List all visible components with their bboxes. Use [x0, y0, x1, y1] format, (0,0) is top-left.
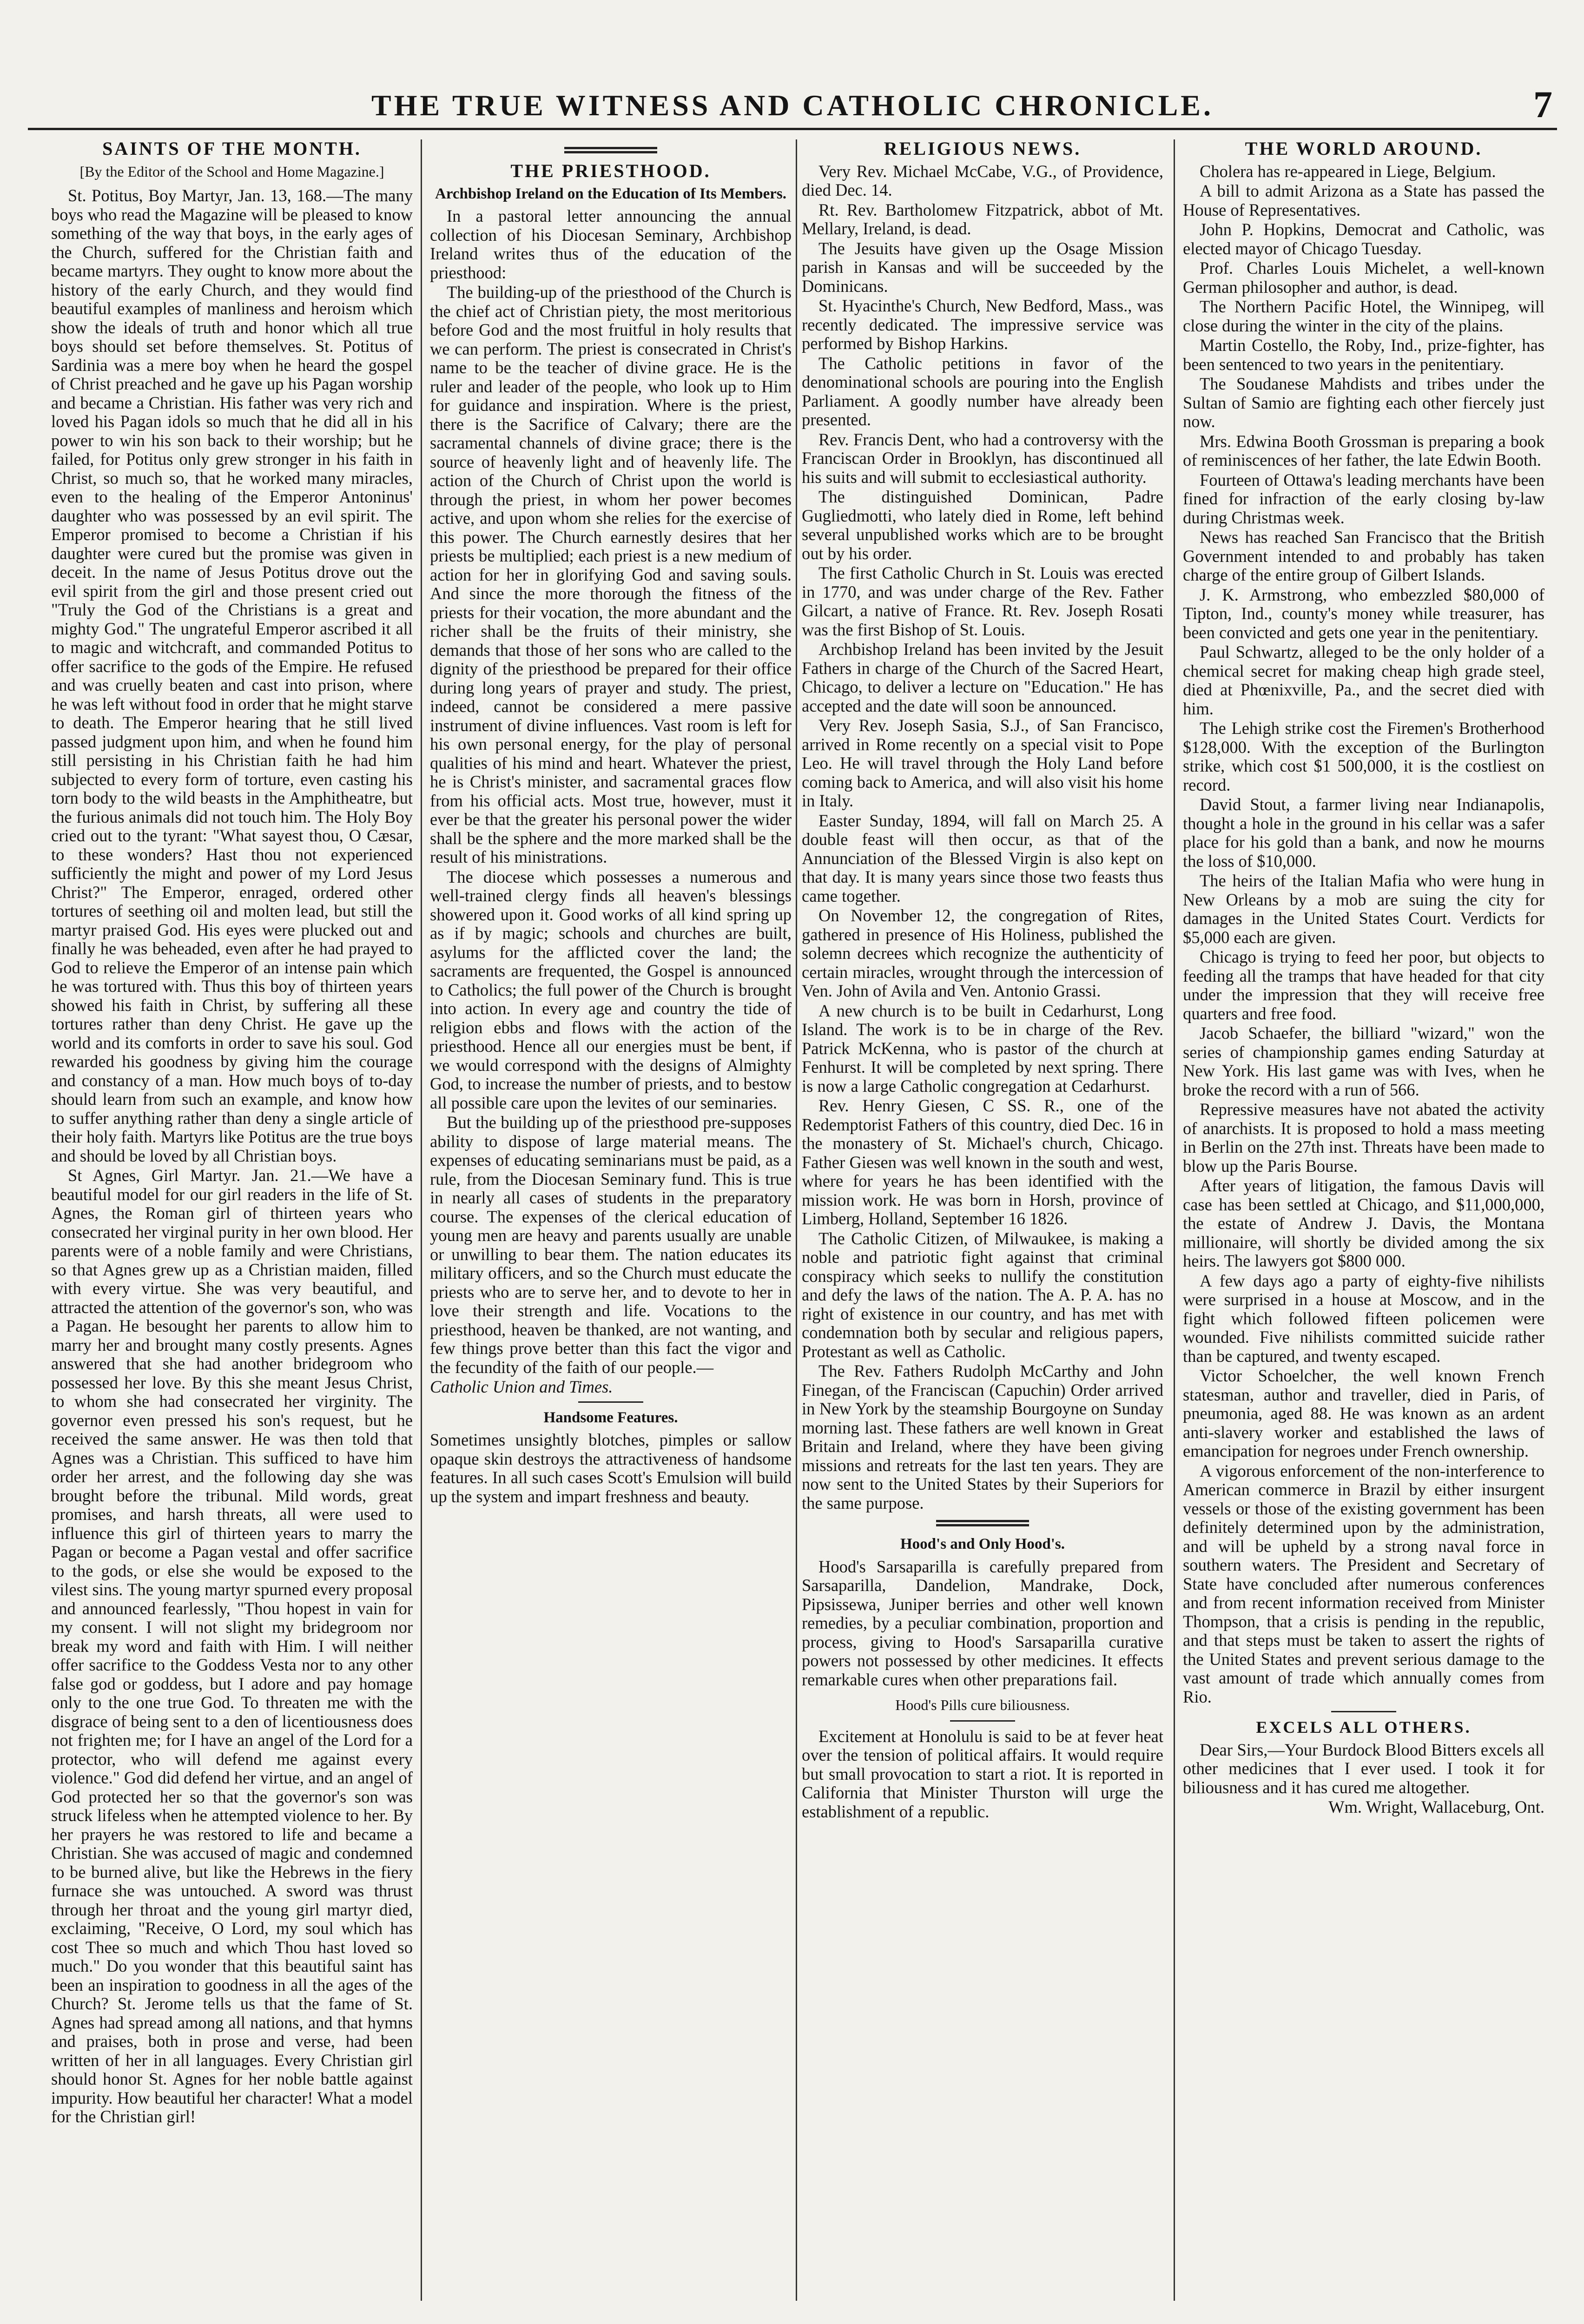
world-item: The heirs of the Italian Mafia who were hung in New Orleans by a mob are suing the city for damages in the United States Court. Verdicts for $5,000 each are given.: [1183, 871, 1544, 947]
world-around-heading: THE WORLD AROUND.: [1245, 139, 1483, 159]
religious-news-item: On November 12, the congregation of Rites, gathered in presence of His Holiness, published the solemn decrees which recognize the authenticity of certain miracles, wrought through the intercession of Ven. John of Avila and Ven. Antonio Grassi.: [802, 906, 1163, 1000]
world-item: Cholera has re-appeared in Liege, Belgium.: [1200, 161, 1496, 181]
section-rule: [578, 1401, 643, 1403]
priesthood-heading: THE PRIESTHOOD.: [510, 160, 711, 181]
world-item: After years of litigation, the famous Davis will case has been settled at Chicago, and $11,000,000, the estate of Andrew J. Davis, the Montana millionaire, will shortly be divided among the six heirs. The lawyers got $800 000.: [1183, 1176, 1544, 1270]
world-item: A vigorous enforcement of the non-interference to American commerce in Brazil by either insurgent vessels or those of the existing government has been definitely determined upon by the administration, and will be upheld by a strong naval force in southern waters. The President and Secretary of State have concluded after numerous conferences and from recent information received from Minister Thompson, that a crisis is pending in the republic, and that steps must be taken to assert the rights of the United States and prevent serious damage to the vast amount of trade which annually comes from Rio.: [1183, 1461, 1544, 1706]
world-item: The Soudanese Mahdists and tribes under the Sultan of Samio are fighting each other fiercely just now.: [1183, 374, 1544, 431]
priesthood-source: Catholic Union and Times.: [430, 1377, 613, 1396]
world-item: A bill to admit Arizona as a State has passed the House of Representatives.: [1183, 181, 1544, 219]
section-rule: [564, 147, 657, 153]
religious-news-item: The Catholic Citizen, of Milwaukee, is making a noble and patriotic fight against that criminal conspiracy which seeks to nullify the constitution and defy the laws of the nation. The A. P. A. has no right of existence in our country, and has met with condemnation both by secular and religious papers, Protestant as well as Catholic.: [802, 1228, 1163, 1361]
priesthood-paragraph: But the building up of the priesthood pre-supposes ability to dispose of large material means. The expenses of educating seminarians must be paid, as a rule, from the Diocesan Seminary fund. This is true in nearly all cases of students in the preparatory course. The expenses of the clerical education of young men are heavy and parents usually are unable or unwilling to bear them. The nation educates its military officers, and so the Church must educate the priests who are to serve her, and to devote to her in love their strength and life. Vocations to the priesthood, heaven be thanked, are not wanting, and few things prove better than this fact the vigor and the fecundity of the faith of our people.—: [430, 1113, 792, 1377]
saints-paragraph: St. Potitus, Boy Martyr, Jan. 13, 168.—The many boys who read the Magazine will be pleased to know something of the way that boys, in the early ages of the Church, suffered for the Christian faith and became martyrs. They ought to know more about the history of the early Church, and they would find beautiful examples of manliness and heroism which show the ideals of truth and honor which all true boys should set before themselves. St. Potitus of Sardinia was a mere boy when he heard the gospel of Christ preached and he gave up his Pagan worship and became a Christian. His father was very rich and loved his Pagan idols so much that he did all in his power to win his son back to their worship; but he failed, for Potitus only grew stronger in his faith in Christ, so much so, that he worked many miracles, even to the healing of the Emperor Antoninus' daughter who was possessed by an evil spirit. The Emperor promised to become a Christian if his daughter were cured but the promise was given in deceit. In the name of Jesus Potitus drove out the evil spirit from the girl and those present cried out "Truly the God of the Christians is a great and mighty God." The ungrateful Emperor ascribed it all to magic and witchcraft, and commanded Potitus to offer sacrifice to the gods of the Empire. He refused and was cruelly beaten and cast into prison, where he was left without food in order that he might starve to death. The Emperor hearing that he still lived passed judgment upon him, and when he found him still persisting in his Christian faith he had him subjected to every form of torture, even casting his torn body to the wild beasts in the Amphitheatre, but the furious animals did not touch him. The Holy Boy cried out to the tyrant: "What sayest thou, O Cæsar, to these wonders? Hast thou not experienced sufficiently the might and power of my Lord Jesus Christ?" The Emperor, enraged, ordered other tortures of seething oil and molten lead, but still the martyr praised God. His eyes were plucked out and finally he was beheaded, even after he had prayed to God to relieve the Emperor of an intense pain which he was tortured with. Thus this boy of thirteen years showed his faith in Christ, by suffering all these tortures rather than deny Christ. He gave up the world and its comforts in order to save his soul. God rewarded his goodness by giving him the courage and constancy of a man. How much boys of to-day should learn from such an example, and know how to suffer anything rather than deny a single article of their holy faith. Martyrs like Potitus are the true boys and should be loved by all Christian boys.: [51, 186, 413, 1165]
saints-editor-note: [By the Editor of the School and Home Magazine.]: [79, 163, 384, 180]
newspaper-title: THE TRUE WITNESS AND CATHOLIC CHRONICLE.: [371, 89, 1214, 122]
world-item: Repressive measures have not abated the activity of anarchists. It is proposed to hold a mass meeting in Berlin on the 27th inst. Threats have been made to blow up the Paris Bourse.: [1183, 1100, 1544, 1175]
saints-heading: SAINTS OF THE MONTH.: [102, 139, 362, 159]
masthead-rule: [28, 128, 1557, 130]
religious-news-item: The Rev. Fathers Rudolph McCarthy and John Finegan, of the Franciscan (Capuchin) Order arrived in New York by the steamship Bourgoyne on Sunday morning last. These fathers are well known in Great Britain and Ireland, where they have been giving missions and retreats for the last ten years. They are now sent to the United States by their Superiors for the same purpose.: [802, 1361, 1163, 1512]
world-item: News has reached San Francisco that the British Government intended to and probably has taken charge of the entire group of Gilbert Islands.: [1183, 528, 1544, 584]
world-item: John P. Hopkins, Democrat and Catholic, was elected mayor of Chicago Tuesday.: [1183, 220, 1544, 258]
column-divider: [421, 139, 422, 2301]
religious-news-item: Easter Sunday, 1894, will fall on March 25. A double feast will then occur, as that of the Annunciation of the Blessed Virgin is also kept on that day. It is many years since those two feasts thus came together.: [802, 811, 1163, 905]
religious-news-item: Archbishop Ireland has been invited by the Jesuit Fathers in charge of the Church of the Sacred Heart, Chicago, to deliver a lecture on "Education." He has accepted and the date will soon be announced.: [802, 640, 1163, 715]
religious-news-item: The Jesuits have given up the Osage Mission parish in Kansas and will be succeeded by the Dominicans.: [802, 238, 1163, 296]
world-item: The Lehigh strike cost the Firemen's Brotherhood $128,000. With the exception of the Burlington strike, which cost $1 500,000, it is the costliest on record.: [1183, 719, 1544, 794]
excels-text: Dear Sirs,—Your Burdock Blood Bitters excels all other medicines that I ever used. I took it for biliousness and it has cured me altogether.: [1183, 1740, 1544, 1797]
masthead: [28, 79, 1557, 130]
section-rule: [936, 1520, 1029, 1526]
column-divider: [1174, 139, 1175, 2301]
page-number: 7: [1533, 83, 1552, 125]
hoods-heading: Hood's and Only Hood's.: [900, 1536, 1065, 1552]
world-item: Jacob Schaefer, the billiard "wizard," won the series of championship games ending Saturday at New York. His last game was with Ives, when he broke the record with a run of 566.: [1183, 1023, 1544, 1099]
world-item: Prof. Charles Louis Michelet, a well-known German philosopher and author, is dead.: [1183, 258, 1544, 297]
priesthood-subheading: Archbishop Ireland on the Education of Its Members.: [435, 185, 787, 202]
column-2: [430, 139, 792, 2301]
saints-paragraph: St Agnes, Girl Martyr. Jan. 21.—We have a beautiful model for our girl readers in the life of St. Agnes, the Roman girl of thirteen years who consecrated her virginal purity in her own blood. Her parents were of a noble family and were Christians, so that Agnes grew up as a Christian maiden, filled with every virtue. She was very beautiful, and attracted the attention of the governor's son, who was a Pagan. He besought her parents to allow him to marry her and brought many costly presents. Agnes answered that she had another bridegroom who possessed her love. By this she meant Jesus Christ, to whom she had consecrated her virginity. The governor even pressed his son's request, but he received the same answer. He was then told that Agnes was a Christian. This sufficed to have him order her arrest, and the following day she was brought before the tribunal. Mild words, great promises, and harsh threats, all were used to influence this girl of thirteen years to marry the Pagan or become a Pagan vestal and offer sacrifice to the gods, or else she would be exposed to the vilest sins. The young martyr spurned every proposal and announced fearlessly, "Thou hopest in vain for my consent. I will not slight my bridegroom nor break my word and faith with Him. I will neither offer sacrifice to the Goddess Vesta nor to any other false god or goddess, but I adore and pay homage only to the one true God. To threaten me with the disgrace of being sent to a den of licentiousness does not frighten me; for I have an angel of the Lord for a protector, who will defend me against every violence." God did defend her virtue, and an angel of God protected her so that the governor's son was struck lifeless when he attempted violence to her. By her prayers he was restored to life and became a Christian. She was accused of magic and condemned to be burned alive, but like the Hebrews in the fiery furnace she was untouched. A sword was thrust through her throat and the young girl martyr died, exclaiming, "Receive, O Lord, my soul which has cost Thee so much and which Thou hast loved so much." Do you wonder that this beautiful saint has been an inspiration to goodness in all the ages of the Church? St. Jerome tells us that the fame of St. Agnes had spread among all nations, and that hymns and praises, both in prose and verse, had been written of her in all languages. Every Christian girl should honor St. Agnes for her noble battle against impurity. How beautiful her character! What a model for the Christian girl!: [51, 1166, 413, 2126]
excels-signature: Wm. Wright, Wallaceburg, Ont.: [1328, 1797, 1544, 1816]
world-item: Martin Costello, the Roby, Ind., prize-fighter, has been sentenced to two years in the penitentiary.: [1183, 336, 1544, 374]
world-item: Mrs. Edwina Booth Grossman is preparing a book of reminiscences of her father, the late Edwin Booth.: [1183, 431, 1544, 469]
section-rule: [1331, 1711, 1396, 1712]
religious-news-item: Very Rev. Michael McCabe, V.G., of Providence, died Dec. 14.: [802, 161, 1163, 199]
world-item: Chicago is trying to feed her poor, but objects to feeding all the tramps that have headed for that city under the impression that they will receive free quarters and free food.: [1183, 947, 1544, 1023]
world-item: J. K. Armstrong, who embezzled $80,000 of Tipton, Ind., county's money while treasurer, has been convicted and gets one year in the penitentiary.: [1183, 585, 1544, 642]
religious-news-item: Rev. Henry Giesen, C SS. R., one of the Redemptorist Fathers of this country, died Dec. 16 in the monastery of St. Michael's church, Chicago. Father Giesen was well known in the south and west, where for years he has been identified with the mission work. He was born in Horsh, province of Limberg, Holland, September 16 1826.: [802, 1096, 1163, 1228]
world-item: David Stout, a farmer living near Indianapolis, thought a hole in the ground in his cellar was a safer place for his gold than a bank, and now he mourns the loss of $10,000.: [1183, 795, 1544, 871]
world-item: Victor Schoelcher, the well known French statesman, author and traveller, died in Paris, of pneumonia, aged 88. He was known as an ardent anti-slavery worker and established the laws of emancipation for negroes under French ownership.: [1183, 1366, 1544, 1460]
handsome-features-heading: Handsome Features.: [543, 1409, 678, 1426]
handsome-features-text: Sometimes unsightly blotches, pimples or sallow opaque skin destroys the attractiveness of handsome features. In all such cases Scott's Emulsion will build up the system and impart freshness and beauty.: [430, 1430, 792, 1506]
hoods-text: Hood's Sarsaparilla is carefully prepared from Sarsaparilla, Dandelion, Mandrake, Dock, Pipsissewa, Juniper berries and other well known remedies, by a peculiar combination, proportion and process, giving to Hood's Sarsaparilla curative powers not possessed by other medicines. It effects remarkable cures when other preparations fail.: [802, 1557, 1163, 1689]
religious-news-item: The first Catholic Church in St. Louis was erected in 1770, and was under charge of the Rev. Father Gilcart, a native of France. Rt. Rev. Joseph Rosati was the first Bishop of St. Louis.: [802, 563, 1163, 639]
religious-news-item: Rt. Rev. Bartholomew Fitzpatrick, abbot of Mt. Mellary, Ireland, is dead.: [802, 200, 1163, 238]
honolulu-item: Excitement at Honolulu is said to be at fever heat over the tension of political affairs. It would require but small provocation to start a riot. It is reported in California that Minister Thurston will urge the establishment of a republic.: [802, 1726, 1163, 1821]
priesthood-paragraph: The diocese which possesses a numerous and well-trained clergy finds all heaven's blessings showered upon it. Good works of all kind spring up as if by magic; schools and churches are built, asylums for the afflicted cover the land; the sacraments are frequented, the Gospel is announced to Catholics; the full power of the Church is brought into action. In every age and country the tide of religion ebbs and flows with the action of the priesthood. Hence all our energies must be bent, if we would correspond with the designs of Almighty God, to increase the number of priests, and to bestow all possible care upon the levites of our seminaries.: [430, 867, 792, 1112]
priesthood-paragraph: The building-up of the priesthood of the Church is the chief act of Christian piety, the most meritorious before God and the most fruitful in holy results that we can perform. The priest is consecrated in Christ's name to be the teacher of divine grace. He is the ruler and leader of the people, who look up to Him for guidance and inspiration. Where is the priest, there is the Sacrifice of Calvary; there are the sacramental channels of divine grace; there is the source of heavenly light and of heavenly life. The action of the Church of Christ upon the world is through the priest, in whom her power becomes active, and upon whom she relies for the exercise of this power. The Church earnestly desires that her priests be multiplied; each priest is a new medium of action for her in glorifying God and saving souls. And since the more thorough the fitness of the priests for their vocation, the more abundant and the richer shall be the fruits of their ministry, she demands that those of her sons who are called to the dignity of the priesthood be prepared for their office during long years of prayer and study. The priest, indeed, cannot be considered a mere passive instrument of divine influences. Vast room is left for his own personal energy, for the play of personal qualities of his mind and heart. Whatever the priest, he is Christ's minister, and sacramental graces flow from his official acts. Most true, however, must it ever be that the greater his personal power the wider shall be the sphere and the more marked shall be the result of his ministrations.: [430, 283, 792, 866]
religious-news-item: The Catholic petitions in favor of the denominational schools are pouring into the English Parliament. A goodly number have already been presented.: [802, 353, 1163, 429]
section-rule: [950, 1720, 1015, 1722]
world-item: A few days ago a party of eighty-five nihilists were surprised in a house at Moscow, and in the fight which followed fifteen policemen were wounded. Five nihilists committed suicide rather than be captured, and twenty escaped.: [1183, 1271, 1544, 1366]
religious-news-item: The distinguished Dominican, Padre Gugliedmotti, who lately died in Rome, left behind several unpublished works which are to be brought out by his order.: [802, 487, 1163, 563]
priesthood-paragraph: In a pastoral letter announcing the annual collection of his Diocesan Seminary, Archbishop Ireland writes thus of the education of the priesthood:: [430, 206, 792, 282]
column-3: [802, 139, 1163, 2301]
religious-news-item: Very Rev. Joseph Sasia, S.J., of San Francisco, arrived in Rome recently on a special visit to Pope Leo. He will travel through the Holy Land before coming back to America, and will also visit his home in Italy.: [802, 716, 1163, 810]
world-item: The Northern Pacific Hotel, the Winnipeg, will close during the winter in the city of the plains.: [1183, 297, 1544, 335]
religious-news-item: St. Hyacinthe's Church, New Bedford, Mass., was recently dedicated. The impressive service was performed by Bishop Harkins.: [802, 296, 1163, 353]
excels-heading: EXCELS ALL OTHERS.: [1256, 1718, 1472, 1736]
world-item: Paul Schwartz, alleged to be the only holder of a chemical secret for making cheap high grade steel, died at Phœnixville, Pa., and the secret died with him.: [1183, 642, 1544, 718]
world-item: Fourteen of Ottawa's leading merchants have been fined for infraction of the early closing by-law during Christmas week.: [1183, 470, 1544, 527]
religious-news-heading: RELIGIOUS NEWS.: [884, 139, 1082, 159]
religious-news-item: Rev. Francis Dent, who had a controversy with the Franciscan Order in Brooklyn, has discontinued all his suits and will submit to ecclesiastical authority.: [802, 429, 1163, 487]
column-1: [51, 139, 413, 2301]
hoods-pills-line: Hood's Pills cure biliousness.: [895, 1697, 1070, 1713]
column-4: [1183, 139, 1544, 2301]
religious-news-item: A new church is to be built in Cedarhurst, Long Island. The work is to be in charge of the Rev. Patrick McKenna, who is pastor of the church at Fenhurst. It will be completed by next spring. There is now a large Catholic congregation at Cedarhurst.: [802, 1001, 1163, 1096]
column-divider: [796, 139, 797, 2301]
